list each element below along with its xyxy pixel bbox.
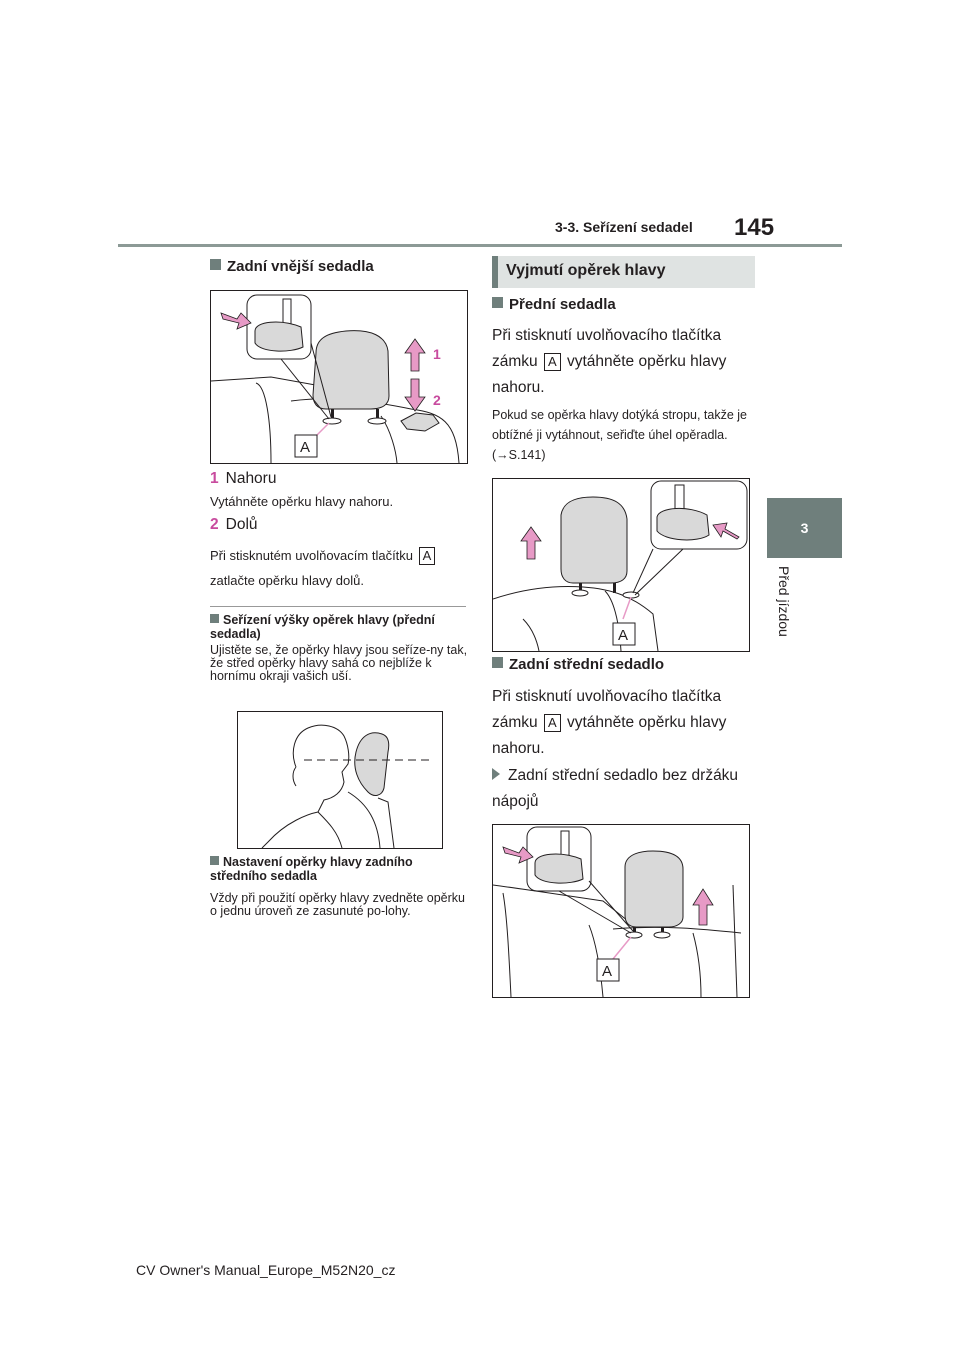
triangle-bullet-icon <box>492 768 500 780</box>
key-a-label: A <box>544 714 561 732</box>
figure-rear-outer-headrest <box>210 290 468 464</box>
section-bar-remove-headrests <box>492 256 755 288</box>
square-bullet-icon <box>210 614 219 623</box>
heading-front-seats: Přední sedadla <box>492 296 616 313</box>
figure-rear-center-headrest-removal <box>492 824 750 998</box>
step-2: 2 Dolů <box>210 516 258 533</box>
step-2-text-cont: zatlačte opěrku hlavy dolů. <box>210 573 364 588</box>
footer-manual-id: CV Owner's Manual_Europe_M52N20_cz <box>136 1262 396 1278</box>
front-note: Pokud se opěrka hlavy dotýká stropu, takže je obtížné ji vytáhnout, seřiďte úhel opěradla. (→S.141) <box>492 408 748 462</box>
key-a-label: A <box>544 353 561 371</box>
figure-front-headrest-removal <box>492 478 750 652</box>
step-2-text: Při stisknutém uvolňovacím tlačítku A <box>210 546 437 566</box>
rear-bullet: Zadní střední sedadlo bez držáku nápojů <box>492 767 739 810</box>
square-bullet-icon <box>492 657 503 668</box>
chapter-number: 3 <box>800 520 809 536</box>
front-text: Při stisknutí uvolňovacího tlačítka zámku A vytáhněte opěrku hlavy nahoru. <box>492 327 727 396</box>
step-1-text: Vytáhněte opěrku hlavy nahoru. <box>210 494 394 509</box>
square-bullet-icon <box>492 297 503 308</box>
step-1: 1 Nahoru <box>210 470 277 487</box>
fig1-label-up: 1 <box>433 346 441 362</box>
header-rule <box>118 244 842 247</box>
key-a-label: A <box>419 547 436 565</box>
fig3-key-a: A <box>618 627 629 644</box>
rear-text: Při stisknutí uvolňovacího tlačítka zámku A vytáhněte opěrku hlavy nahoru. <box>492 688 727 757</box>
chapter-tab <box>767 498 842 558</box>
subtext-front-height: Ujistěte se, že opěrky hlavy jsou seříze-ny tak, že střed opěrky hlavy sahá co nejblíže k hornímu okraji vašich uší. <box>210 643 468 683</box>
square-bullet-icon <box>210 259 221 270</box>
figure-headrest-height <box>237 711 443 849</box>
divider <box>210 606 466 607</box>
section-title: 3-3. Seřízení sedadel <box>555 219 693 235</box>
page-number: 145 <box>734 214 775 241</box>
fig1-label-down: 2 <box>433 392 441 408</box>
subheading-rear-center: Nastavení opěrky hlavy zadního středního sedadla <box>210 855 413 883</box>
heading-rear-center-seat: Zadní střední sedadlo <box>492 656 664 673</box>
square-bullet-icon <box>210 856 219 865</box>
heading-rear-outer-seats: Zadní vnější sedadla <box>210 258 374 275</box>
section-bar-title: Vyjmutí opěrek hlavy <box>506 262 666 279</box>
subheading-front-height: Seřízení výšky opěrek hlavy (přední sedadla) <box>210 613 435 641</box>
chapter-label: Před jízdou <box>776 566 792 637</box>
subtext-rear-center: Vždy při použití opěrky hlavy zvedněte opěrku o jednu úroveň ze zasunuté po-lohy. <box>210 891 465 918</box>
fig4-key-a: A <box>602 963 613 980</box>
fig1-key-a: A <box>300 439 311 456</box>
